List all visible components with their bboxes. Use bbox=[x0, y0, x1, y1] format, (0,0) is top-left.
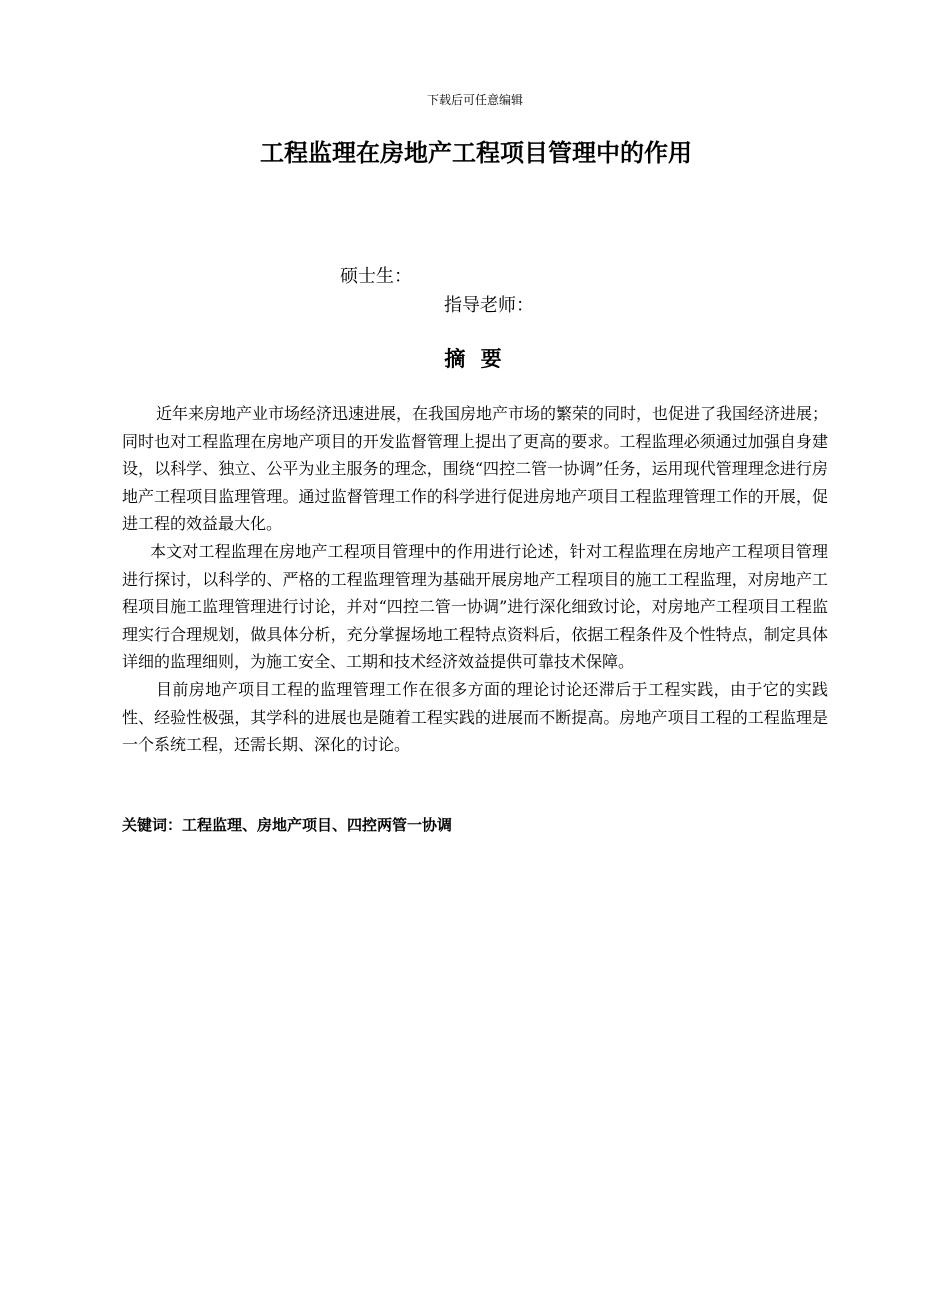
abstract-paragraph-1: 近年来房地产业市场经济迅速进展，在我国房地产市场的繁荣的同时，也促进了我国经济进展；同时也对工程监理在房地产项目的开发监督管理上提出了更高的要求。工程监理必须通过加强自身建设，以科学、独立、公平为业主服务的理念，围绕“四控二管一协调”任务，运用现代管理理念进行房地产工程项目监理管理。通过监督管理工作的科学进行促进房地产项目工程监理管理工作的开展，促进工程的效益最大化。 bbox=[122, 404, 829, 534]
student-label: 硕士生： bbox=[340, 266, 412, 287]
abstract-paragraph-3: 目前房地产项目工程的监理管理工作在很多方面的理论讨论还滞后于工程实践，由于它的实践性、经验性极强，其学科的进展也是随着工程实践的进展而不断提高。房地产项目工程的工程监理是一个系统工程，还需长期、深化的讨论。 bbox=[122, 679, 828, 755]
keywords-line: 关键词：工程监理、房地产项目、四控两管一协调 bbox=[122, 816, 453, 834]
header-note: 下载后可任意编辑 bbox=[426, 93, 523, 107]
abstract-body bbox=[122, 400, 828, 759]
advisor-label: 指导老师： bbox=[444, 295, 534, 316]
abstract-paragraph-2: 本文对工程监理在房地产工程项目管理中的作用进行论述，针对工程监理在房地产工程项目管理进行探讨，以科学的、严格的工程监理管理为基础开展房地产工程项目的施工工程监理，对房地产工程项目施工监理管理进行讨论，并对“四控二管一协调”进行深化细致讨论，对房地产工程项目工程监理实行合理规划，做具体分析，充分掌握场地工程特点资料后，依据工程条件及个性特点，制定具体详细的监理细则，为施工安全、工期和技术经济效益提供可靠技术保障。 bbox=[122, 541, 828, 672]
document-title: 工程监理在房地产工程项目管理中的作用 bbox=[260, 139, 692, 167]
abstract-heading: 摘 要 bbox=[444, 347, 506, 371]
